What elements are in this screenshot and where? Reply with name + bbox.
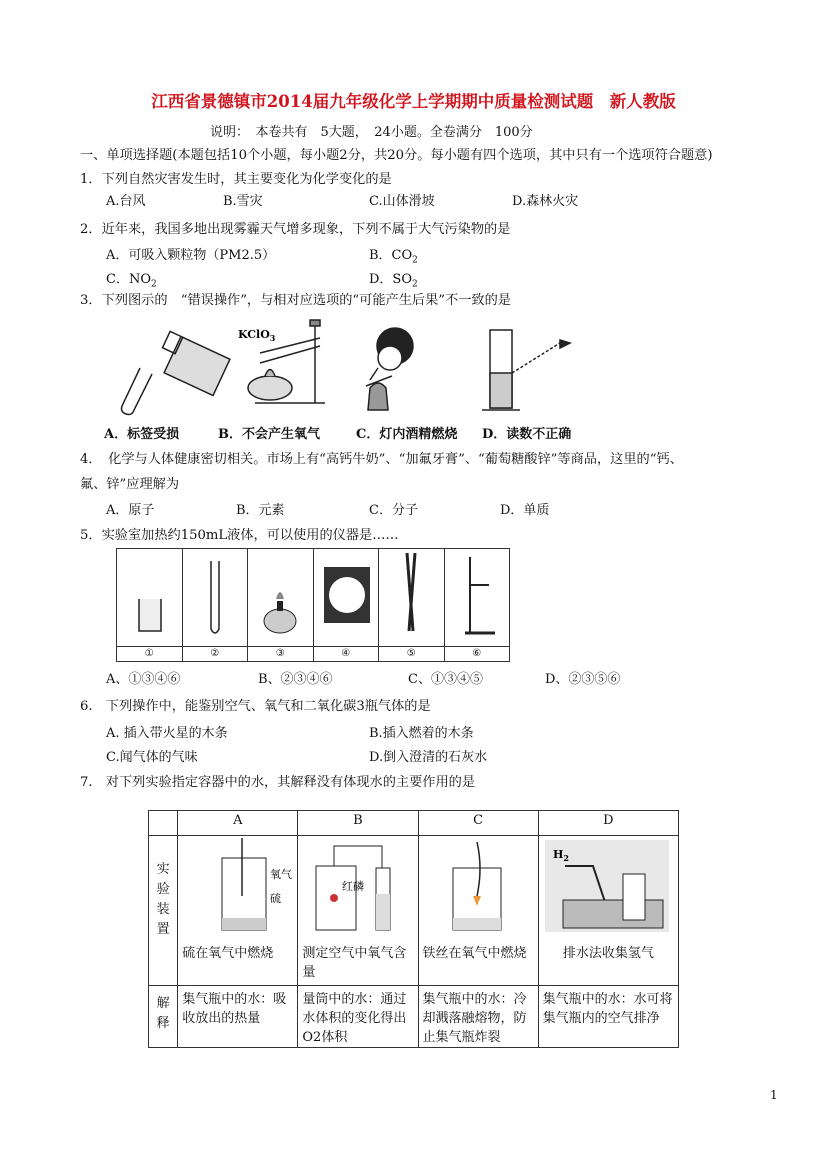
test-tube-icon (211, 561, 219, 633)
beaker-icon (139, 599, 161, 631)
col-c-header: C (418, 811, 538, 836)
explain-c: 集气瓶中的水：冷却溅落融熔物，防止集气瓶炸裂 (418, 986, 538, 1048)
q1-option-c: C.山体滑坡 (369, 194, 435, 209)
svg-text:H2: $H_2$ (552, 848, 569, 863)
apparatus-tongs: ⑤ (379, 549, 445, 661)
q2-option-a: A．可吸入颗粒物（PM2.5） (106, 248, 276, 263)
q5-stem: 5．实验室加热约150mL液体，可以使用的仪器是…… (80, 528, 399, 543)
row-label-explain: 解释 (149, 986, 178, 1048)
caption-d: 排水法收集氢气 (562, 946, 654, 961)
iron-stand-icon (445, 549, 510, 645)
q7-stem: 7. 对下列实验指定容器中的水，其解释没有体现水的主要作用的是 (80, 775, 476, 790)
q3-option-d: D．读数不正确 (482, 427, 572, 442)
q6-option-d: D.倒入澄清的石灰水 (369, 750, 488, 765)
svg-text:红磷: 红磷 (342, 880, 365, 893)
q5-option-b: B、②③④⑥ (258, 672, 333, 687)
cell-a-apparatus (178, 836, 298, 986)
q4-option-b: B．元素 (236, 503, 285, 518)
q3-figure (110, 318, 590, 418)
q4-option-d: D．单质 (500, 503, 550, 518)
svg-text:硫: 硫 (270, 892, 282, 905)
apparatus-strip (116, 548, 510, 662)
section-heading: 一、单项选择题(本题包括10个小题，每小题2分，共20分。每小题有四个选项，其中只有一个选项符合题意) (80, 148, 713, 163)
q6-stem: 6. 下列操作中，能鉴别空气、氧气和二氧化碳3瓶气体的是 (80, 699, 431, 714)
apparatus-iron-stand: ⑥ (445, 549, 510, 661)
page-title: 江西省景德镇市2014届九年级化学上学期期中质量检测试题 新人教版 (151, 92, 676, 111)
caption-b: 测定空气中氧气含量 (302, 946, 407, 980)
q4-option-c: C．分子 (369, 503, 418, 518)
q4-option-a: A．原子 (106, 503, 155, 518)
explain-a: 集气瓶中的水：吸收放出的热量 (178, 986, 298, 1048)
q1-option-a: A.台风 (106, 194, 146, 209)
hydrogen-collection-icon (543, 838, 673, 938)
q5-option-c: C、①③④⑤ (408, 672, 483, 687)
explain-d: 集气瓶中的水：水可将集气瓶内的空气排净 (538, 986, 678, 1048)
iron-wire-burning-icon (423, 838, 533, 938)
row-label-apparatus: 实验装置 (149, 836, 178, 986)
q3-stem: 3．下列图示的 “错误操作”，与相对应选项的“可能产生后果”不一致的是 (80, 293, 511, 308)
q1-option-b: B.雪灾 (223, 194, 263, 209)
cell-d-apparatus (538, 836, 678, 986)
caption-c: 铁丝在氧气中燃烧 (422, 946, 527, 961)
apparatus-asbestos-gauze: ④ (314, 549, 380, 661)
q4-stem-line1: 4． 化学与人体健康密切相关。市场上有“高钙牛奶”、“加氟牙膏”、“葡萄糖酸锌”等商品，这里的“钙、 (80, 452, 683, 467)
sulfur-burning-icon (182, 838, 292, 938)
col-a-header: A (178, 811, 298, 836)
apparatus-test-tube: ② (183, 549, 249, 661)
apparatus-beaker: ① (117, 549, 183, 661)
q2-option-d: D．$SO_2$ (369, 272, 418, 290)
tongs-icon (379, 549, 444, 645)
q1-option-d: D.森林火灾 (512, 194, 579, 209)
phosphorus-burning-icon (302, 838, 412, 938)
q7-table (148, 810, 679, 1048)
q3-option-a: A．标签受损 (104, 427, 180, 442)
kclo3-label: KClO$_3$ (238, 328, 276, 343)
page-number: 1 (770, 1088, 778, 1102)
q3-option-b: B．不会产生氧气 (218, 427, 320, 442)
q4-stem-line2: 氟、锌”应理解为 (80, 477, 180, 492)
q1-stem: 1．下列自然灾害发生时，其主要变化为化学变化的是 (80, 172, 392, 187)
q6-option-c: C.闻气体的气味 (106, 750, 198, 765)
girl-blowing-lamp-icon (366, 328, 413, 410)
apparatus-alcohol-lamp: ③ (248, 549, 314, 661)
col-b-header: B (298, 811, 418, 836)
q5-option-d: D、②③⑤⑥ (545, 672, 621, 687)
svg-text:氧气: 氧气 (270, 868, 293, 881)
q3-option-c: C．灯内酒精燃烧 (356, 427, 458, 442)
q2-stem: 2．近年来，我国多地出现雾霾天气增多现象，下列不属于大气污染物的是 (80, 222, 511, 237)
q5-option-a: A、①③④⑥ (106, 672, 181, 687)
col-d-header: D (538, 811, 678, 836)
graduated-cylinder-icon (482, 330, 570, 410)
q6-option-a: A. 插入带火星的木条 (106, 726, 228, 741)
cell-b-apparatus (298, 836, 418, 986)
gauze-icon (314, 549, 379, 645)
caption-a: 硫在氧气中燃烧 (182, 946, 274, 961)
explain-b: 量筒中的水：通过水体积的变化得出O2体积 (298, 986, 418, 1048)
q2-option-c: C．$NO_2$ (106, 272, 157, 290)
exam-note: 说明： 本卷共有 5大题， 24小题。全卷满分 100分 (210, 125, 533, 140)
alcohol-lamp-icon (248, 549, 313, 645)
cell-c-apparatus (418, 836, 538, 986)
q2-option-b: B．$CO_2$ (369, 248, 418, 266)
pouring-bottle-icon (122, 331, 230, 414)
q6-option-b: B.插入燃着的木条 (369, 726, 474, 741)
